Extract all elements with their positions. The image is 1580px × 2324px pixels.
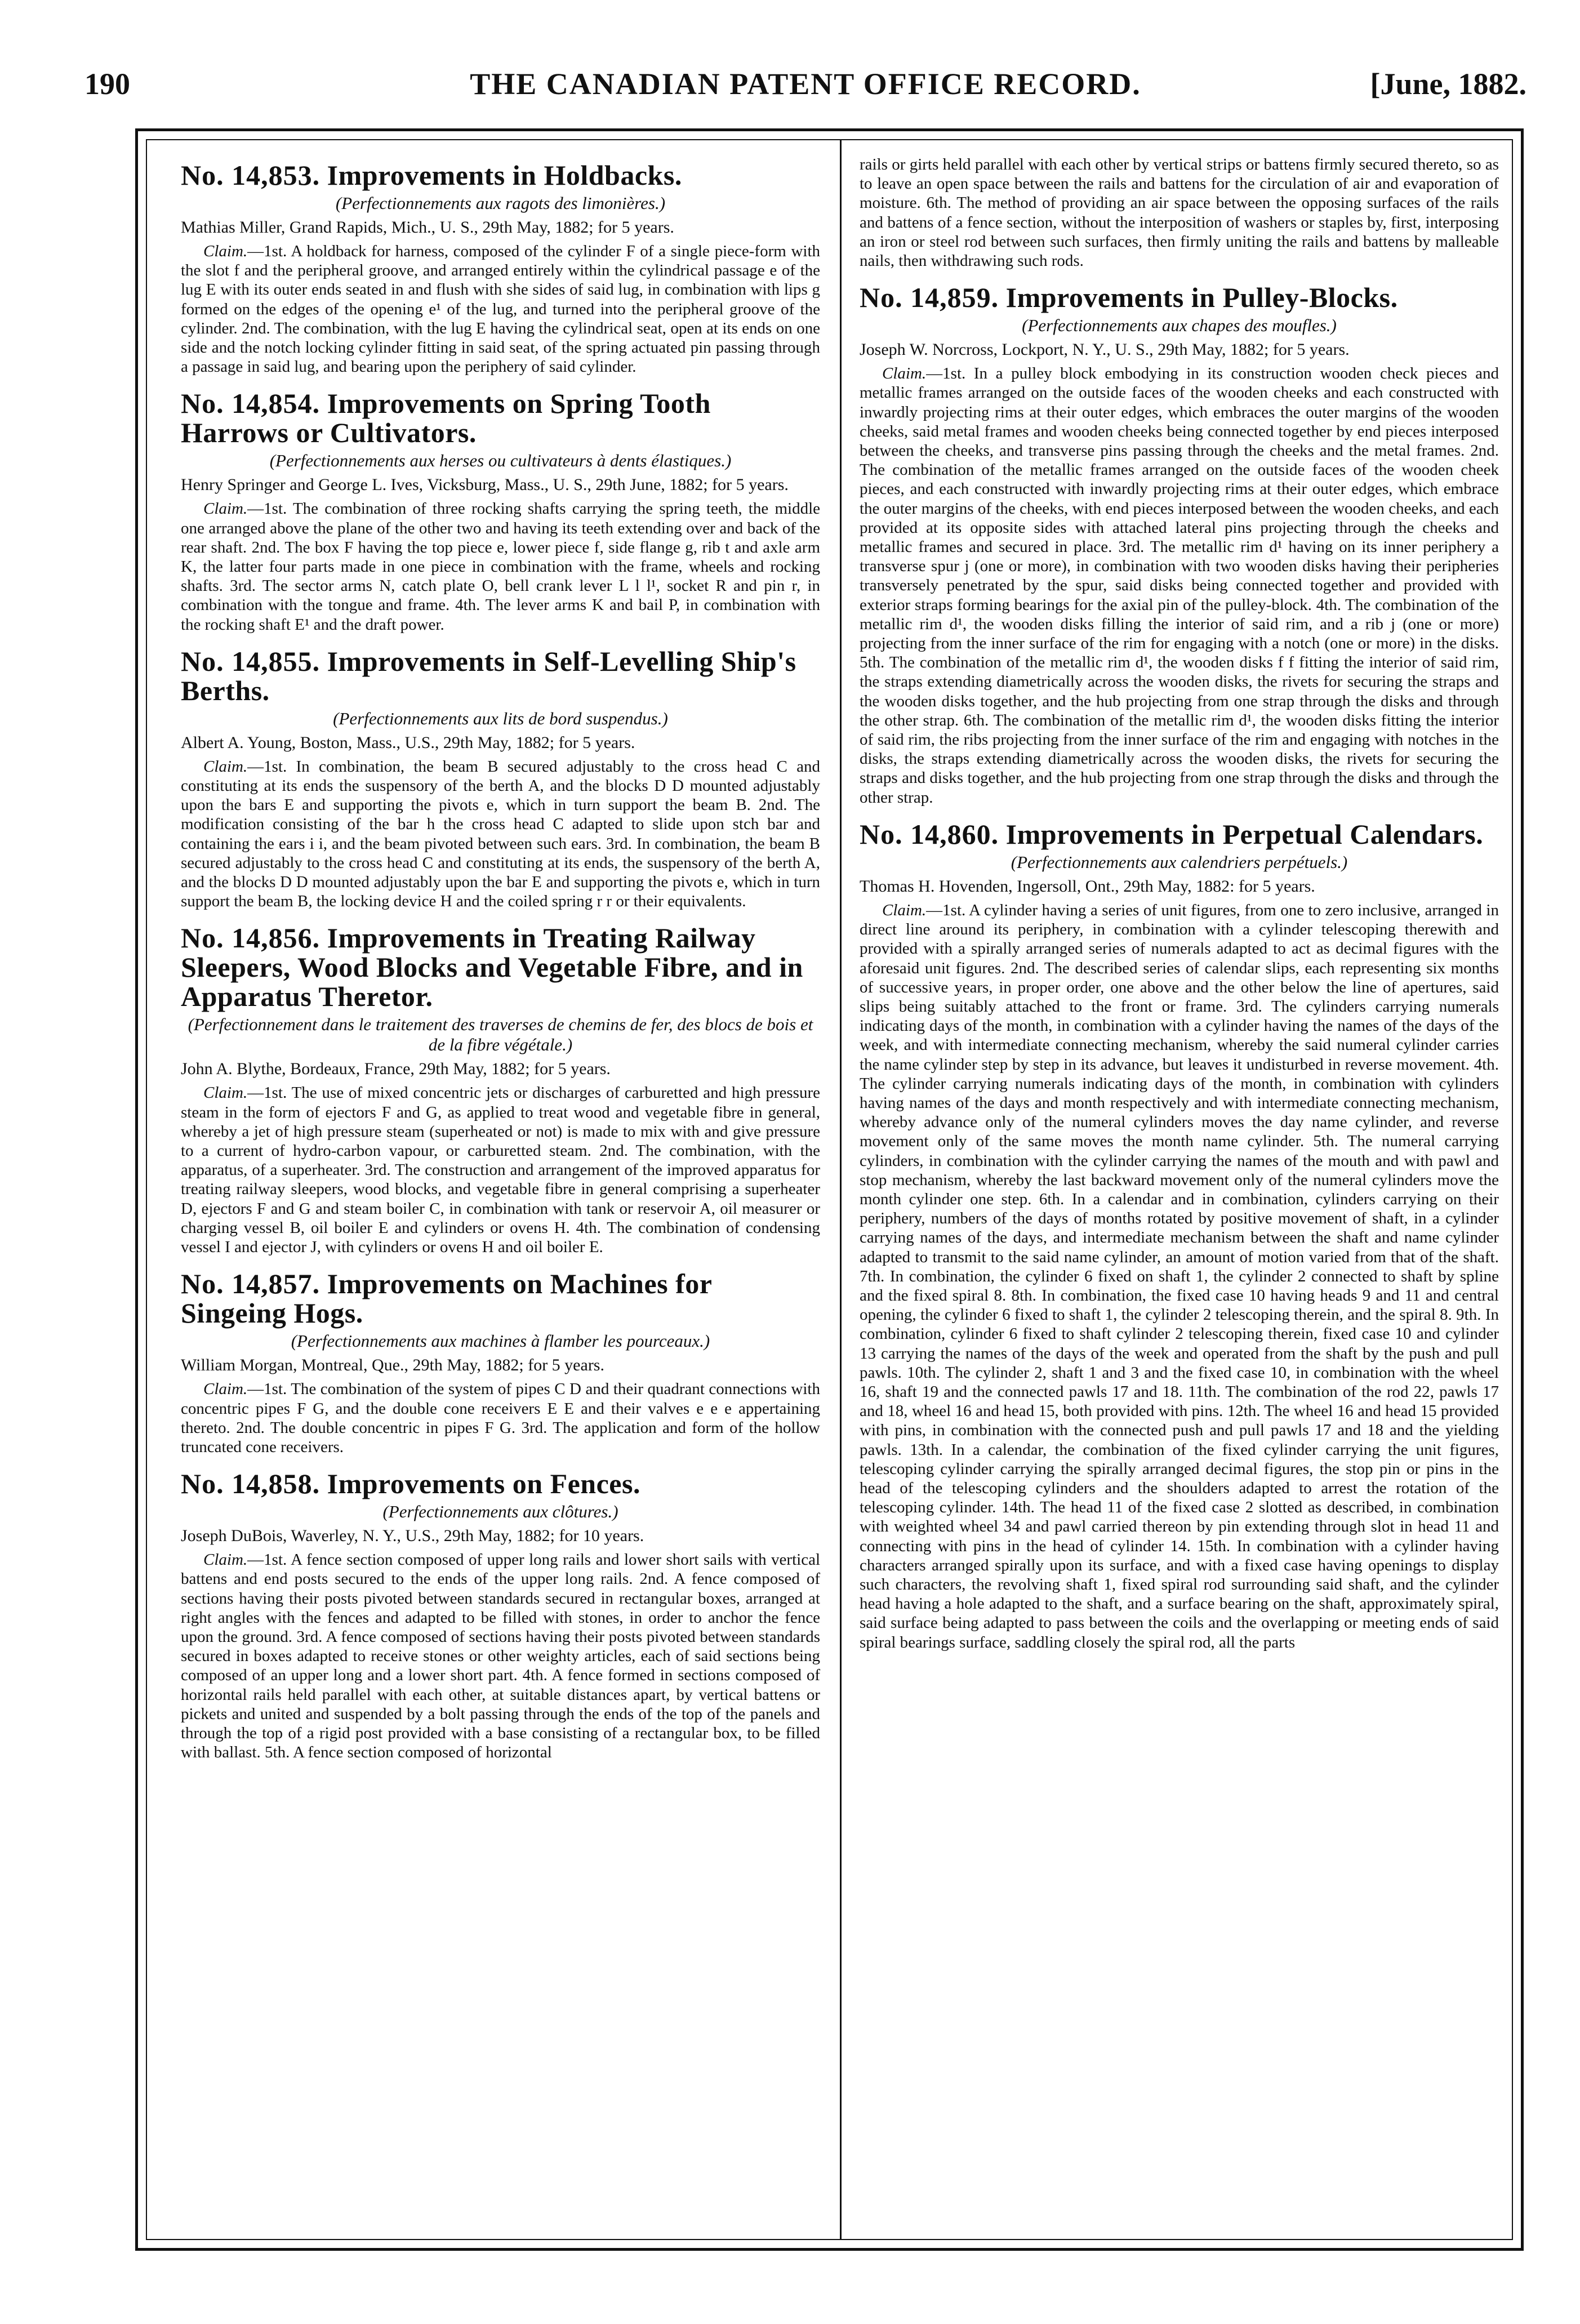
left-column [181, 155, 820, 1774]
running-head [84, 66, 1526, 106]
claim-label: Claim. [203, 500, 248, 518]
patent-entry [181, 923, 820, 1257]
patentee-line: Albert A. Young, Boston, Mass., U.S., 29th May, 1882; for 5 years. [181, 733, 635, 752]
french-title: (Perfectionnements aux herses ou cultivateurs à dents élastiques.) [269, 451, 732, 471]
entry-heading [860, 283, 1499, 312]
claim-text [181, 1379, 820, 1457]
claim-label: Claim. [203, 242, 248, 260]
patent-number: No. 14,857. [181, 1268, 321, 1300]
entry-heading [181, 1469, 820, 1498]
patent-number: No. 14,856. [181, 922, 321, 954]
french-title: (Perfectionnements aux machines à flamber les pourceaux.) [291, 1331, 710, 1351]
claim-body: —1st. A holdback for harness, composed of the cylinder F of a single piece-form with the slot f and the peripheral groove, and arranged entirely within the cylindrical passage e of the lug E with its outer ends seated in and flush with she sides of said lug, in combination with lips g formed on the edges of the opening e¹ of the lug, and turned into the peripheral groove of the cylinder. 2nd. The combination, with the lug E having the cylindrical seat, open at its ends on one side and the notch locking cylinder fitting in said seat, of the spring actuated pin passing through a passage in said lug, and bearing upon the periphery of said cylinder. [181, 242, 820, 376]
page-frame [135, 128, 1524, 2251]
claim-body: —1st. The use of mixed concentric jets or discharges of carburetted and high pressure steam in the form of ejectors F and G, as applied to treat wood and vegetable fibre in general, whereby a jet of high pressure steam (superheated or not) is made to mix with and give pressure to a current of hydro-carbon vapour, or carburetted steam. 2nd. The combination, with the apparatus, of a superheater. 3rd. The construction and arrangement of the improved apparatus for treating railway sleepers, wood blocks, and vegetable fibre in general comprising a superheater D, ejectors F and G and steam boiler C, in combination with tank or reservoir A, oil measurer or charging vessel B, oil boiler E and cylinders or ovens H. 4th. The combination of condensing vessel I and ejector J, with cylinders or ovens H and oil boiler E. [181, 1084, 820, 1257]
claim-text [181, 757, 820, 911]
continued-claim-text: rails or girts held parallel with each other by vertical strips or battens firmly secured thereto, so as to leave an open space between the rails and battens for the circulation of air and evaporation of moisture. 6th. The method of providing an air space between the opposing surfaces of the rails and battens of a fence section, without the interposition of washers or staples by, first, interposing an iron or steel rod between such surfaces, then firmly uniting the rails and battens by malleable nails, then withdrawing such rods. [860, 155, 1499, 270]
page-number: 190 [84, 67, 130, 101]
patent-entry [860, 820, 1499, 1652]
entry-heading [181, 389, 820, 447]
claim-text [181, 242, 820, 376]
patentee-line: Joseph W. Norcross, Lockport, N. Y., U. S., 29th May, 1882; for 5 years. [860, 340, 1350, 359]
patent-title: Improvements in Holdbacks. [327, 159, 682, 191]
claim-body: —1st. A cylinder having a series of unit figures, from one to zero inclusive, arranged in direct line around its periphery, in combination with a cylinder telescoping therewith and provided with a spirally arranged series of numerals adapted to act as decimal figures with the aforesaid unit figures. 2nd. The described series of calendar slips, each representing six months of successive years, in proper order, one above and the other below the line of apertures, said slips being suitably attached to the front or frame. 3rd. The cylinders carrying numerals indicating days of the month, in combination with a cylinder having the names of the days of the week, and with intermediate connecting mechanism, whereby the said numeral cylinder carries the name cylinder step by step in its advance, but leaves it undisturbed in reverse movement. 4th. The cylinder carrying numerals indicating days of the month, in combination with cylinders having names of the days and month respectively and with intermediate connecting mechanism, whereby advance only of the numeral cylinders moves the day name cylinder, and reverse movement only of the same moves the month name cylinder. 5th. The numeral carrying cylinders, in combination with the cylinder carrying the names of the mouth and with pawl and stop mechanism, whereby the last backward movement only of the numeral cylinders move the month cylinder one step. 6th. In a calendar and in combination, cylinders carrying on their periphery, numbers of the days of months rotated by positive movement of shaft, in a cylinder carrying names of the days, and intermediate mechanism between the shaft and name cylinder adapted to transmit to the said name cylinder, an amount of motion varied from that of the shaft. 7th. In combination, the cylinder 6 fixed on shaft 1, the cylinder 2 connected to shaft by spline and the fixed spiral 8. 8th. In combination, the fixed case 10 having heads 9 and 11 and central opening, the cylinder 6 fixed to shaft 1, the cylinder 2 telescoping therein, and the spiral 8. 9th. In combination, cylinder 6 fixed to shaft cylinder 2 telescoping therein, fixed case 10 and cylinder 13 carrying the names of the days of the week and operated from the shaft by the push and pull pawls. 10th. The cylinder 2, shaft 1 and 3 and the fixed case 10, in combination with the wheel 16, shaft 19 and the connected pawls 17 and 18. 11th. The combination of the rod 22, pawls 17 and 18, wheel 16 and head 15, both provided with pins. 12th. The wheel 16 and head 15 provided with pins, in combination with the connected push and pull pawls 17 and 18 and the yielding pawls. 13th. In a calendar, the combination of the fixed cylinder carrying the unit figures, telescoping cylinder carrying the spirally arranged decimal figures, the stop pin or pins in the head of the telescoping cylinders and the shoulders adapted to arrest the rotation of the telescoping cylinder. 14th. The head 11 of the fixed case 2 slotted as described, in combination with weighted wheel 34 and pawl carried thereon by pin extending through slot in head 11 and connecting with pins in the head of cylinder 14. 15th. In combination with a cylinder having characters arranged spirally upon its surface, and with a fixed case having openings to display such characters, the revolving shaft 1, fixed spiral rod surrounding said shaft, and the cylinder head having a hole adapted to the shaft, and a surface bearing on the shaft, approximately spiral, said surface being adapted to pass between the coils and the overlapping or meeting ends of said spiral bearings surface, saddling closely the spiral rod, all the parts [860, 901, 1499, 1651]
patent-title: Improvements in Treating Railway Sleepers, Wood Blocks and Vegetable Fibre, and in Apparatus Theretor. [181, 922, 803, 1013]
claim-body: —1st. A fence section composed of upper long rails and lower short sails with vertical battens and end posts secured to the ends of the upper long rails. 2nd. A fence composed of sections having their posts pivoted between standards secured in rectangular boxes, arranged at right angles with the fences and adapted to be filled with stones, in order to anchor the fence upon the ground. 3rd. A fence composed of sections having their posts pivoted between standards secured in boxes adapted to receive stones or other weighty articles, each of said sections being composed of an upper long and a lower short part. 4th. A fence formed in sections composed of horizontal rails held parallel with each other, at suitable distances apart, by vertical battens or pickets and united and suspended by a bolt passing through the ends of the top of the panels and through the top of a rigid post provided with a base consisting of a rectangular box, to be filled with ballast. 5th. A fence section composed of horizontal [181, 1551, 820, 1762]
patent-title: Improvements in Self-Levelling Ship's Berths. [181, 645, 796, 706]
entry-heading [860, 820, 1499, 849]
claim-label: Claim. [203, 1551, 248, 1569]
journal-title: THE CANADIAN PATENT OFFICE RECORD. [470, 67, 1141, 101]
french-title: (Perfectionnements aux chapes des moufles.) [1022, 315, 1337, 336]
issue-date: [June, 1882. [1370, 67, 1526, 101]
claim-text [181, 499, 820, 634]
claim-label: Claim. [882, 364, 927, 383]
patent-title: Improvements in Pulley-Blocks. [1005, 282, 1398, 314]
claim-text [860, 901, 1499, 1652]
patentee-line: John A. Blythe, Bordeaux, France, 29th May, 1882; for 5 years. [181, 1059, 611, 1079]
claim-body: —1st. In combination, the beam B secured adjustably to the cross head C and constituting at its ends the suspensory of the berth A, and the blocks D D mounted adjustably upon the bars E and supporting the pivots e, which in turn support the beam B. 2nd. The modification consisting of the bar h the cross head C adapted to slide upon stch bar and containing the ears i i, and the beam pivoted between such ears. 3rd. In combination, the beam B secured adjustably to the cross head C and constituting at its ends, the suspensory of the berth A, and the blocks D D mounted adjustably upon the bar E and supporting the pivots e, which in turn support the beam B, the locking device H and the coiled spring r r or their equivalents. [181, 757, 820, 911]
column-rule [840, 140, 842, 2239]
french-title: (Perfectionnement dans le traitement des traverses de chemins de fer, des blocs de bois et de la fibre végétale.) [188, 1014, 813, 1055]
claim-label: Claim. [203, 1380, 248, 1399]
french-title: (Perfectionnements aux calendriers perpétuels.) [1011, 852, 1348, 872]
claim-text [181, 1550, 820, 1762]
patent-entry [181, 1269, 820, 1457]
patent-entry [181, 389, 820, 634]
patent-entry [181, 161, 820, 376]
claim-label: Claim. [203, 1084, 248, 1102]
claim-body: —1st. In a pulley block embodying in its construction wooden check pieces and metallic frames arranged on the outside faces of the wooden cheeks and each constructed with inwardly projecting rims at their outer edges, which embraces the outer margins of the wooden cheeks, said metal frames and wooden cheeks being connected together by end pieces interposed between the cheeks, and transverse pins passing through the cheeks and the metal frames. 2nd. The combination of the metallic frames arranged on the outside faces of the wooden cheek pieces, and each constructed with inwardly projecting rims at their outer edges, which embrace the outer margins of the cheeks, with end pieces interposed between the wooden cheeks, and each provided at its opposite sides with attached lateral pins projecting through the cheeks and metallic frames and secured in place. 3rd. The metallic rim d¹ having on its inner periphery a transverse spur j (one or more), in combination with two wooden disks having their peripheries transversely penetrated by the spur, said disks being connected together and provided with exterior straps forming bearings for the axial pin of the pulley-block. 4th. The combination of the metallic rim d¹, the wooden disks filling the interior of said rim, and a rib j (one or more) projecting from the inner surface of the rim for engaging with a notch (one or more) in the disks. 5th. The combination of the metallic rim d¹, the wooden disks f f fitting the interior of said rim, the straps extending diametrically across the wooden disks, the rivets for securing the straps and the wooden disks together, and the hub projecting from one strap through the disks and through the other strap. 6th. The combination of the metallic rim d¹, the wooden disks fitting the interior of said rim, the ribs projecting from the inner surface of the rim and engaging with notches in the disks, the straps extending diametrically across the wooden disks, the rivets for securing the straps and disks together, and the hub projecting from one strap through the disks and through the other strap. [860, 364, 1499, 807]
claim-label: Claim. [203, 757, 248, 776]
patent-number: No. 14,859. [860, 282, 999, 314]
patent-title: Improvements on Fences. [327, 1468, 640, 1500]
claim-text [860, 364, 1499, 807]
patent-entry [181, 1469, 820, 1762]
entry-heading [181, 1269, 820, 1328]
entry-heading [181, 923, 820, 1011]
patent-number: No. 14,858. [181, 1468, 321, 1500]
french-title: (Perfectionnements aux clôtures.) [382, 1502, 618, 1522]
patent-title: Improvements on Spring Tooth Harrows or Cultivators. [181, 388, 711, 449]
patentee-line: Thomas H. Hovenden, Ingersoll, Ont., 29th May, 1882: for 5 years. [860, 876, 1315, 896]
entry-heading [181, 161, 820, 190]
patent-number: No. 14,860. [860, 818, 999, 850]
patentee-line: William Morgan, Montreal, Que., 29th May, 1882; for 5 years. [181, 1356, 604, 1375]
patent-title: Improvements on Machines for Singeing Hogs. [181, 1268, 712, 1329]
claim-body: —1st. The combination of the system of pipes C D and their quadrant connections with concentric pipes F G, and the double cone receivers E E and their valves e e e appertaining thereto. 2nd. The double concentric in pipes F G. 3rd. The application and form of the hollow truncated cone receivers. [181, 1380, 820, 1456]
entry-heading [181, 647, 820, 705]
claim-label: Claim. [882, 901, 927, 919]
claim-text [181, 1083, 820, 1257]
patent-number: No. 14,853. [181, 159, 321, 191]
patent-entry [181, 647, 820, 911]
right-column [860, 155, 1499, 1664]
patent-title: Improvements in Perpetual Calendars. [1005, 818, 1484, 850]
page-frame-inner [146, 139, 1513, 2240]
patent-number: No. 14,855. [181, 645, 321, 677]
patent-number: No. 14,854. [181, 388, 321, 420]
patentee-line: Henry Springer and George L. Ives, Vicksburg, Mass., U. S., 29th June, 1882; for 5 years. [181, 475, 789, 495]
patentee-line: Mathias Miller, Grand Rapids, Mich., U. S., 29th May, 1882; for 5 years. [181, 218, 674, 237]
french-title: (Perfectionnements aux ragots des limonières.) [335, 193, 666, 213]
patentee-line: Joseph DuBois, Waverley, N. Y., U.S., 29th May, 1882; for 10 years. [181, 1526, 644, 1546]
french-title: (Perfectionnements aux lits de bord suspendus.) [333, 708, 668, 728]
patent-entry [860, 283, 1499, 807]
claim-body: —1st. The combination of three rocking shafts carrying the spring teeth, the middle one arranged above the plane of the other two and having its teeth extending over and back of the rear shaft. 2nd. The box F having the top piece e, lower piece f, side flange g, rib t and axle arm K, the latter four parts made in one piece in combination with the frame, wheels and rocking shafts. 3rd. The sector arms N, catch plate O, bell crank lever L l l¹, socket R and pin r, in combination with the tongue and frame. 4th. The lever arms K and bail P, in combination with the rocking shaft E¹ and the draft power. [181, 500, 820, 634]
